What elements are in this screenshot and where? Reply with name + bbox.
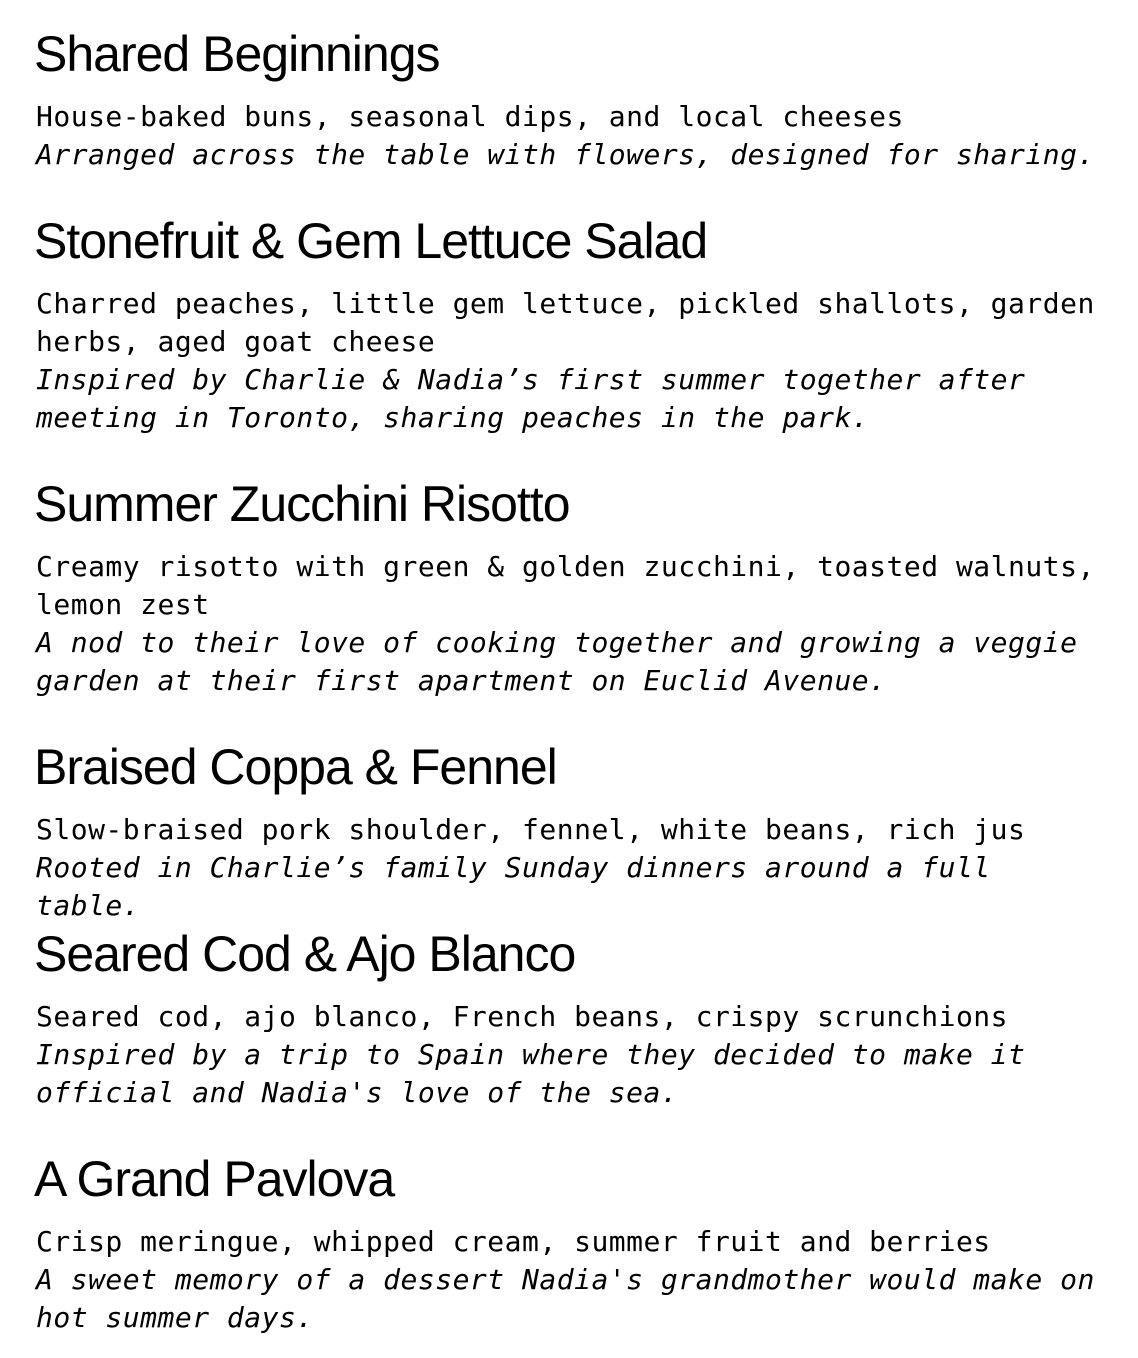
course-title: Seared Cod & Ajo Blanco — [34, 926, 576, 982]
course-description: Charred peaches, little gem lettuce, pickled shallots, garden herbs, aged goat cheese — [36, 287, 1095, 358]
course-description: House-baked buns, seasonal dips, and local cheeses — [36, 100, 904, 133]
course-description: Slow-braised pork shoulder, fennel, white beans, rich jus — [36, 813, 1026, 846]
course-title: A Grand Pavlova — [34, 1151, 395, 1207]
course-seared-cod — [36, 928, 1108, 1153]
course-title: Braised Coppa & Fennel — [34, 739, 557, 795]
course-grand-pavlova — [36, 1153, 1108, 1353]
course-zucchini-risotto — [36, 478, 1108, 741]
course-description: Creamy risotto with green & golden zucchini, toasted walnuts, lemon zest — [36, 550, 1095, 621]
course-story: Inspired by a trip to Spain where they decided to make it official and Nadia's love of the sea. — [36, 1038, 1026, 1109]
course-shared-beginnings — [36, 28, 1108, 215]
course-stonefruit-salad — [36, 215, 1108, 478]
course-story: Arranged across the table with flowers, designed for sharing. — [36, 138, 1095, 171]
course-title: Summer Zucchini Risotto — [34, 476, 570, 532]
course-story: Inspired by Charlie & Nadia’s first summer together after meeting in Toronto, sharing peaches in the park. — [36, 363, 1026, 434]
course-title: Shared Beginnings — [34, 26, 440, 82]
course-braised-coppa — [36, 741, 1108, 928]
course-description: Crisp meringue, whipped cream, summer fruit and berries — [36, 1225, 991, 1258]
course-title: Stonefruit & Gem Lettuce Salad — [34, 213, 708, 269]
course-story: Rooted in Charlie’s family Sunday dinners around a full table. — [36, 851, 991, 922]
course-story: A nod to their love of cooking together and growing a veggie garden at their first apartment on Euclid Avenue. — [36, 626, 1078, 697]
course-story: A sweet memory of a dessert Nadia's grandmother would make on hot summer days. — [36, 1263, 1095, 1334]
course-description: Seared cod, ajo blanco, French beans, crispy scrunchions — [36, 1000, 1009, 1033]
